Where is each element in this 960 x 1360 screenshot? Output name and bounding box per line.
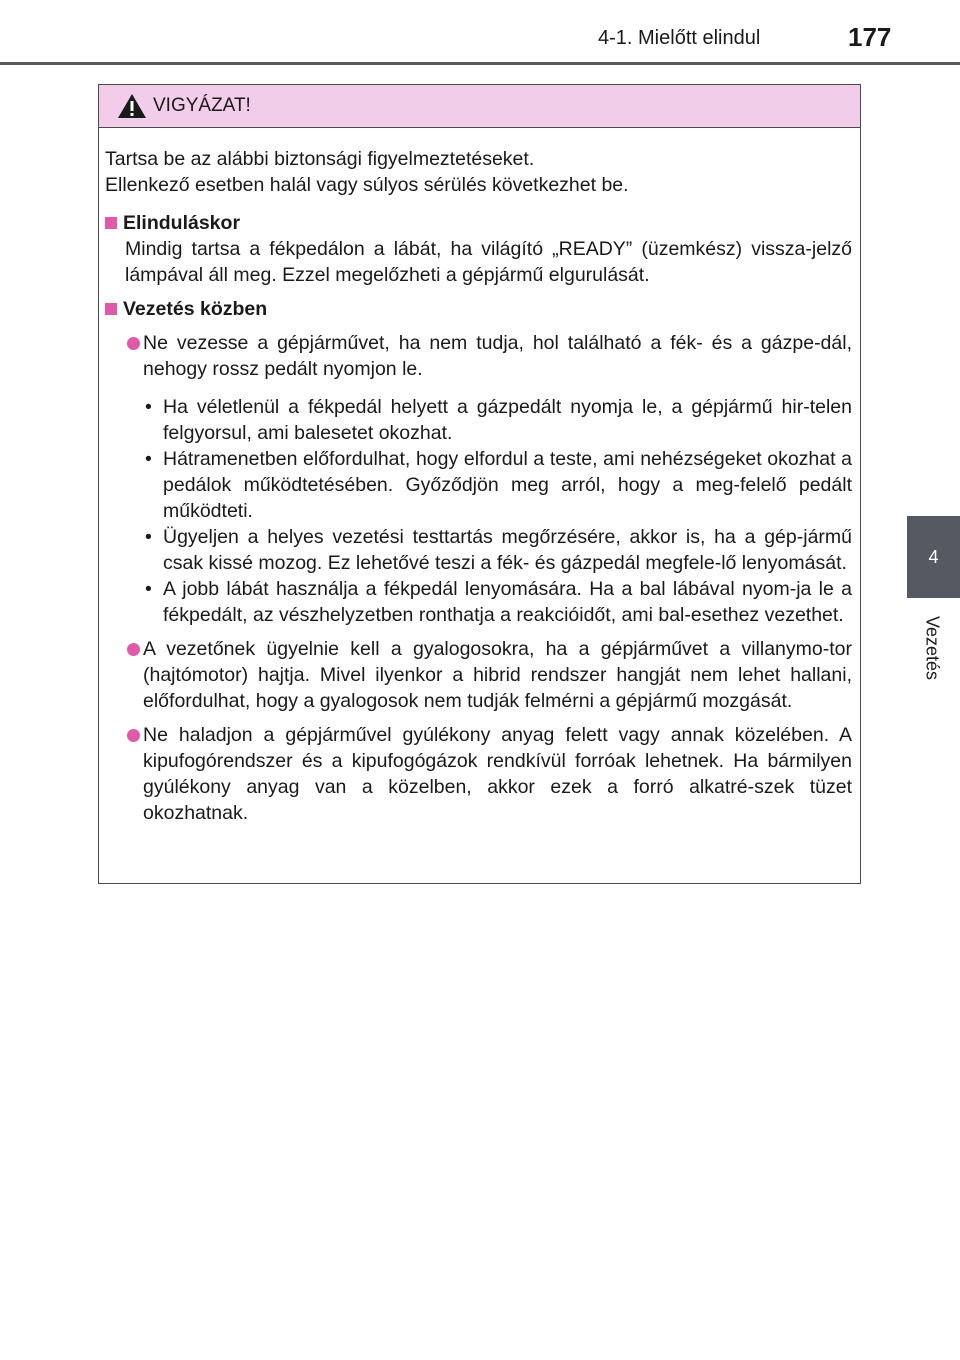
dot-bullet-icon: • <box>145 396 152 418</box>
circle-bullet-icon <box>127 337 140 350</box>
warning-body <box>99 128 860 826</box>
warning-box <box>98 84 861 884</box>
section-heading-label: Vezetés közben <box>123 298 268 320</box>
sub-list-item <box>105 576 852 628</box>
section-heading-label: Elinduláskor <box>123 212 241 234</box>
list-item <box>105 636 852 714</box>
dot-bullet-icon: • <box>145 526 152 548</box>
sub-list-item-text: A jobb lábát használja a fékpedál lenyomására. Ha a bal lábával nyom-ja le a fékpedált, az vészhelyzetben ronthatja a reakcióidőt, ami bal-esethez vezethet. <box>163 578 852 626</box>
warning-intro <box>105 146 852 198</box>
running-header-section: 4-1. Mielőtt elindul <box>598 27 761 49</box>
header-divider <box>0 62 960 65</box>
circle-bullet-icon <box>127 643 140 656</box>
dot-bullet-icon: • <box>145 578 152 600</box>
list-item <box>105 722 852 826</box>
chapter-tab[interactable] <box>907 516 960 598</box>
square-bullet-icon <box>105 217 117 229</box>
section-heading-driving <box>105 296 852 322</box>
list-item-text: Ne vezesse a gépjárművet, ha nem tudja, hol található a fék- és a gázpe-dál, nehogy rossz pedált nyomjon le. <box>143 332 852 380</box>
section-heading-start <box>105 210 852 236</box>
sub-list-item <box>105 394 852 446</box>
square-bullet-icon <box>105 303 117 315</box>
list-item-text: Ne haladjon a gépjárművel gyúlékony anyag felett vagy annak közelében. A kipufogórendszer és a kipufogógázok rendkívül forróak lehetnek. Ha bármilyen gyúlékony anyag van a közelben, akkor ezek a forró alkatré-szek tüzet okozhatnak. <box>143 724 852 824</box>
chapter-label: Vezetés <box>922 615 943 681</box>
warning-triangle-icon <box>117 93 147 119</box>
sub-list-item <box>105 524 852 576</box>
warning-header <box>99 85 860 128</box>
sub-list-item <box>105 446 852 524</box>
chapter-number: 4 <box>928 546 939 567</box>
sub-bullet-list <box>105 394 852 628</box>
section-text: Mindig tartsa a fékpedálon a lábát, ha világító „READY” (üzemkész) vissza-jelző lámpával áll meg. Ezzel megelőzheti a gépjármű elgurulását. <box>125 238 852 286</box>
sub-list-item-text: Hátramenetben előfordulhat, hogy elfordul a teste, ami nehézségeket okozhat a pedálok működtetésében. Győződjön meg arról, hogy a meg-felelő pedált működteti. <box>163 448 852 522</box>
sub-list-item-text: Ha véletlenül a fékpedál helyett a gázpedált nyomja le, a gépjármű hir-telen felgyorsul, ami balesetet okozhat. <box>163 396 852 444</box>
intro-line-1: Tartsa be az alábbi biztonsági figyelmeztetéseket. <box>105 148 535 170</box>
list-item-text: A vezetőnek ügyelnie kell a gyalogosokra, ha a gépjárművet a villanymo-tor (hajtómotor) hajtja. Mivel ilyenkor a hibrid rendszer hangját nem lehet hallani, előfordulhat, hogy a gyalogosok nem tudják felmérni a gépjármű mozgását. <box>143 638 852 712</box>
list-item <box>105 330 852 382</box>
sub-list-item-text: Ügyeljen a helyes vezetési testtartás megőrzésére, akkor is, ha a gép-jármű csak kissé mozog. Ez lehetővé teszi a fék- és gázpedál megfele-lő lenyomását. <box>163 526 852 574</box>
intro-line-2: Ellenkező esetben halál vagy súlyos sérülés következhet be. <box>105 174 629 196</box>
page-number: 177 <box>848 22 892 52</box>
dot-bullet-icon: • <box>145 448 152 470</box>
warning-title: VIGYÁZAT! <box>153 95 251 116</box>
circle-bullet-icon <box>127 729 140 742</box>
